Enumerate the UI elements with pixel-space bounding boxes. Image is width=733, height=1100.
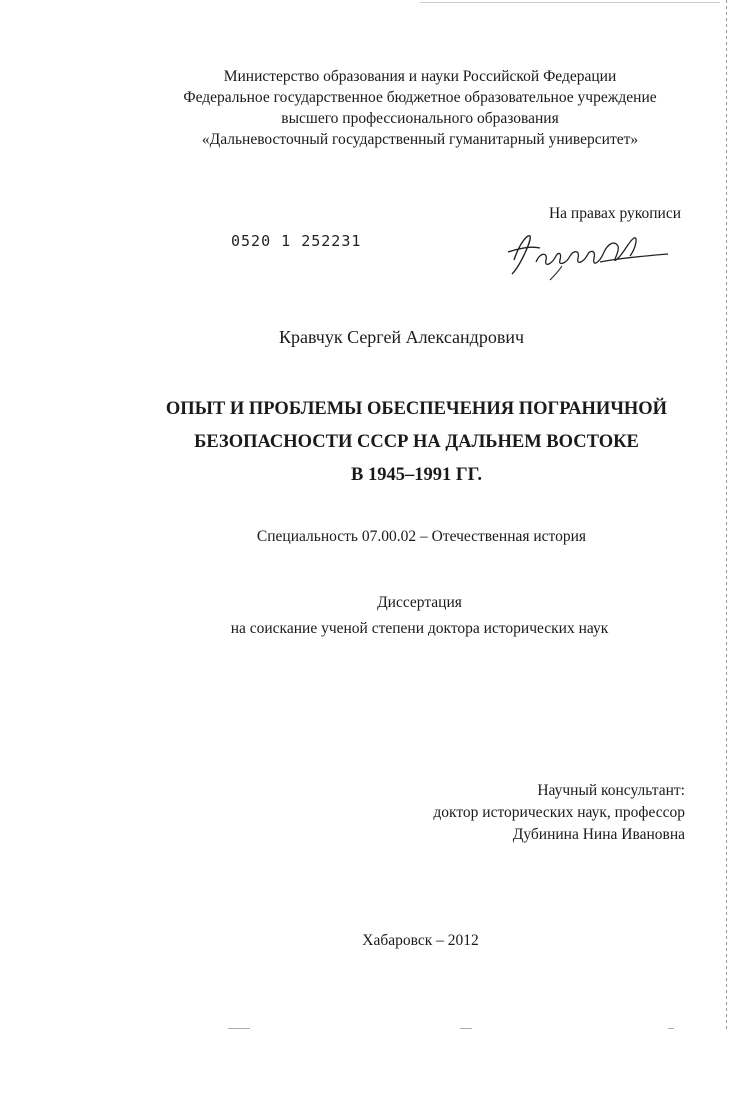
scientific-consultant xyxy=(433,780,685,846)
consultant-name: Дубинина Нина Ивановна xyxy=(512,826,685,843)
consultant-degree: доктор исторических наук, профессор xyxy=(433,804,685,821)
title-line-1: ОПЫТ И ПРОБЛЕМЫ ОБЕСПЕЧЕНИЯ ПОГРАНИЧНОЙ xyxy=(165,399,668,419)
rights-note: На правах рукописи xyxy=(548,205,681,222)
dissertation-type xyxy=(0,590,733,642)
specialty: Специальность 07.00.02 – Отечественная история xyxy=(256,528,587,545)
city-year: Хабаровск – 2012 xyxy=(362,932,479,949)
author-signature xyxy=(500,222,670,282)
scan-edge-right xyxy=(726,0,727,1030)
consultant-label: Научный консультант: xyxy=(537,782,685,799)
scan-edge-top xyxy=(420,2,720,3)
institution-header xyxy=(100,66,733,150)
title-line-3: В 1945–1991 ГГ. xyxy=(351,465,482,485)
dissertation-label: Диссертация xyxy=(377,594,462,611)
dissertation-purpose: на соискание ученой степени доктора исторических наук xyxy=(230,620,609,637)
university-name-line: «Дальневосточный государственный гуманитарный университет» xyxy=(201,131,639,148)
institution-type-line: Федеральное государственное бюджетное образовательное учреждение xyxy=(183,89,657,106)
inventory-number-stamp: 0520 1 252231 xyxy=(231,232,362,250)
ministry-line: Министерство образования и науки Российской Федерации xyxy=(223,68,617,85)
scan-mark-bottom-left xyxy=(228,1028,250,1029)
title-line-2: БЕЗОПАСНОСТИ СССР НА ДАЛЬНЕМ ВОСТОКЕ xyxy=(194,432,639,452)
scan-mark-bottom-right xyxy=(668,1028,674,1029)
education-level-line: высшего профессионального образования xyxy=(281,110,559,127)
author-name: Кравчук Сергей Александрович xyxy=(278,327,525,347)
scan-mark-bottom-center xyxy=(460,1028,472,1029)
dissertation-title xyxy=(60,393,733,492)
